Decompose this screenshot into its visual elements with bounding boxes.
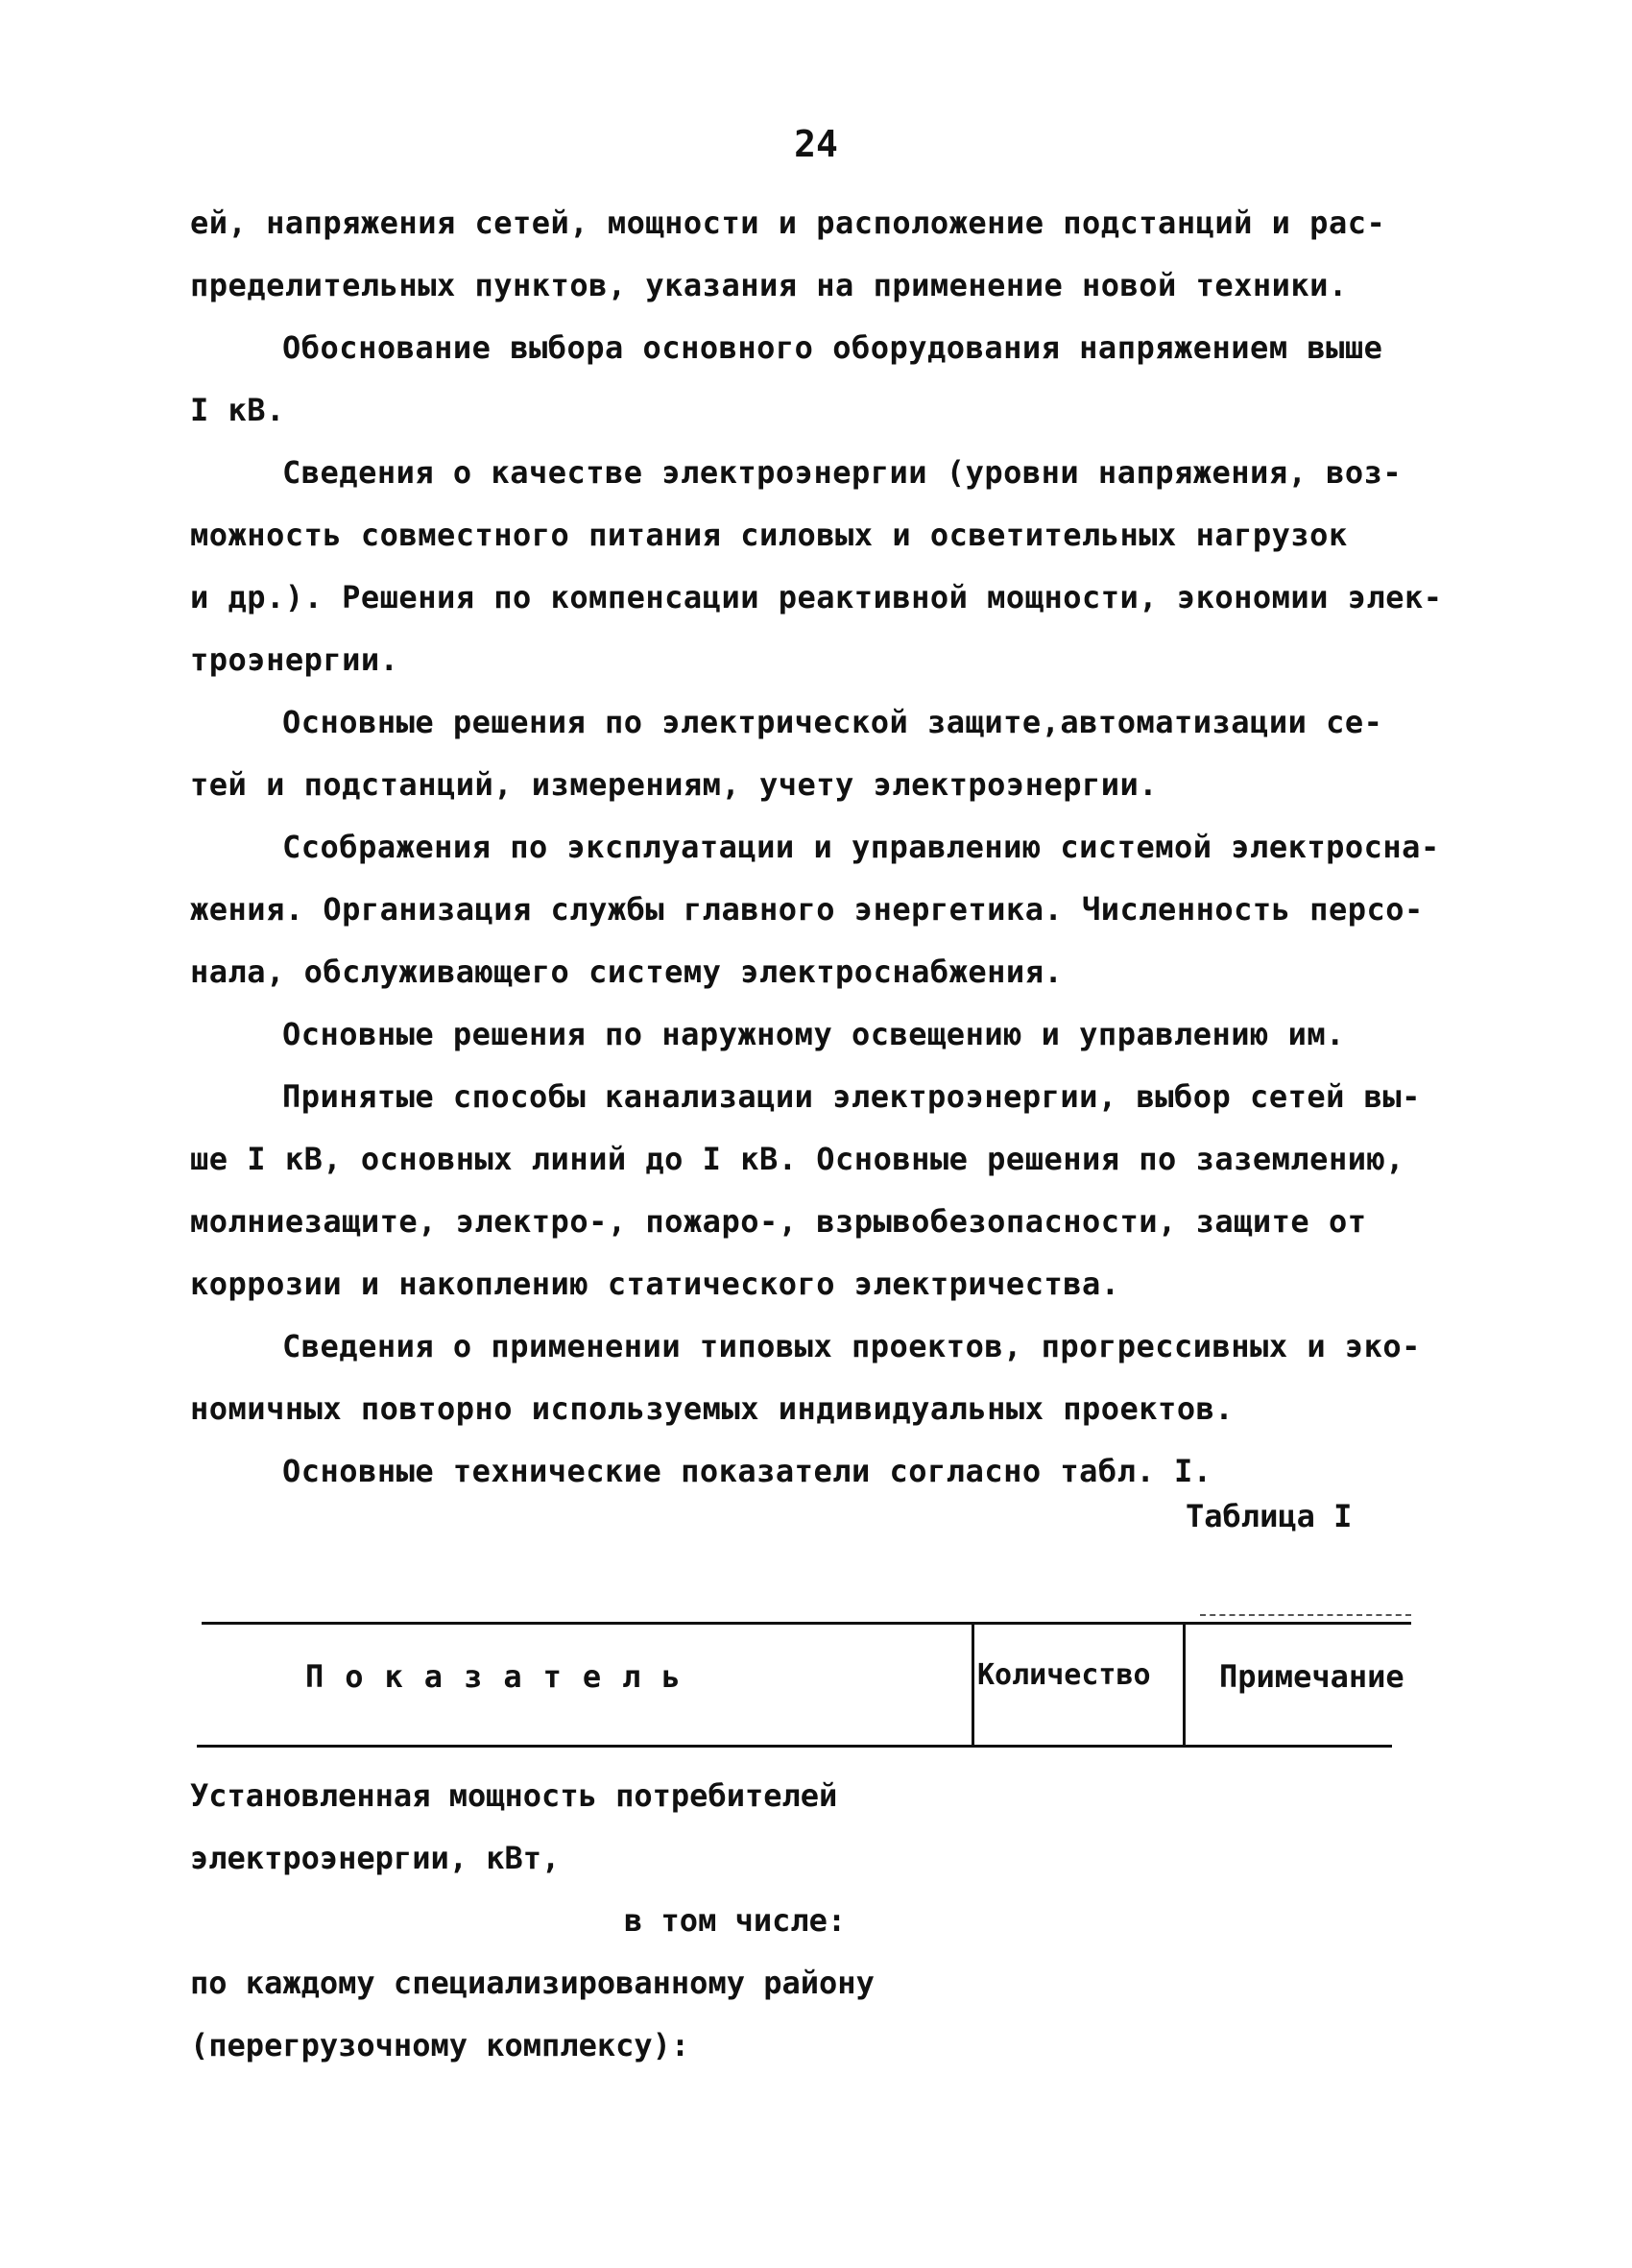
text-line: можность совместного питания силовых и осветительных нагрузок	[190, 517, 1348, 553]
text-line: тей и подстанций, измерениям, учету электроэнергии.	[190, 766, 1159, 803]
table-row: электроэнергии, кВт,	[190, 1840, 561, 1876]
text-line: троэнергии.	[190, 641, 399, 678]
text-line: I кВ.	[190, 392, 285, 428]
table-top-rule	[202, 1622, 1411, 1625]
text-line: нала, обслуживающего систему электроснабжения.	[190, 953, 1064, 990]
table-row: по каждому специализированному району	[190, 1965, 875, 2001]
text-line: Основные технические показатели согласно табл. I.	[282, 1453, 1212, 1489]
table-caption: Таблица I	[1186, 1498, 1353, 1534]
table-row: в том числе:	[624, 1902, 847, 1939]
table-header-quantity: Количество	[977, 1658, 1151, 1692]
table-top-rule-dashed	[1200, 1614, 1411, 1616]
text-line: и др.). Решения по компенсации реактивной мощности, экономии элек-	[190, 579, 1443, 615]
text-line: Основные решения по электрической защите,автоматизации се-	[282, 704, 1383, 740]
table-row: (перегрузочному комплексу):	[190, 2027, 690, 2063]
table-column-divider	[1183, 1622, 1186, 1745]
text-line: жения. Организация службы главного энергетика. Численность персо-	[190, 891, 1424, 928]
text-line: Сведения о применении типовых проектов, прогрессивных и эко-	[282, 1328, 1421, 1364]
text-line: пределительных пунктов, указания на применение новой техники.	[190, 267, 1348, 303]
text-line: номичных повторно используемых индивидуальных проектов.	[190, 1390, 1235, 1427]
table-row: Установленная мощность потребителей	[190, 1777, 838, 1814]
table-header-indicator: Показатель	[305, 1658, 702, 1695]
page-number: 24	[794, 123, 838, 165]
text-line: коррозии и накоплению статического электричества.	[190, 1266, 1120, 1302]
table-column-divider	[972, 1622, 974, 1745]
table-header-note: Примечание	[1219, 1658, 1404, 1695]
table-header-rule	[197, 1745, 1392, 1748]
document-body	[190, 192, 1448, 1503]
table-rows	[190, 1765, 875, 2077]
text-line: Основные решения по наружному освещению и управлению им.	[282, 1016, 1345, 1052]
text-line: Ссображения по эксплуатации и управлению системой электросна-	[282, 829, 1440, 865]
text-line: Обоснование выбора основного оборудования напряжением выше	[282, 329, 1383, 366]
text-line: ше I кВ, основных линий до I кВ. Основные решения по заземлению,	[190, 1141, 1404, 1177]
text-line: молниезащите, электро-, пожаро-, взрывобезопасности, защите от	[190, 1203, 1367, 1240]
text-line: Принятые способы канализации электроэнергии, выбор сетей вы-	[282, 1078, 1421, 1115]
text-line: ей, напряжения сетей, мощности и расположение подстанций и рас-	[190, 205, 1386, 241]
text-line: Сведения о качестве электроэнергии (уровни напряжения, воз-	[282, 454, 1403, 491]
